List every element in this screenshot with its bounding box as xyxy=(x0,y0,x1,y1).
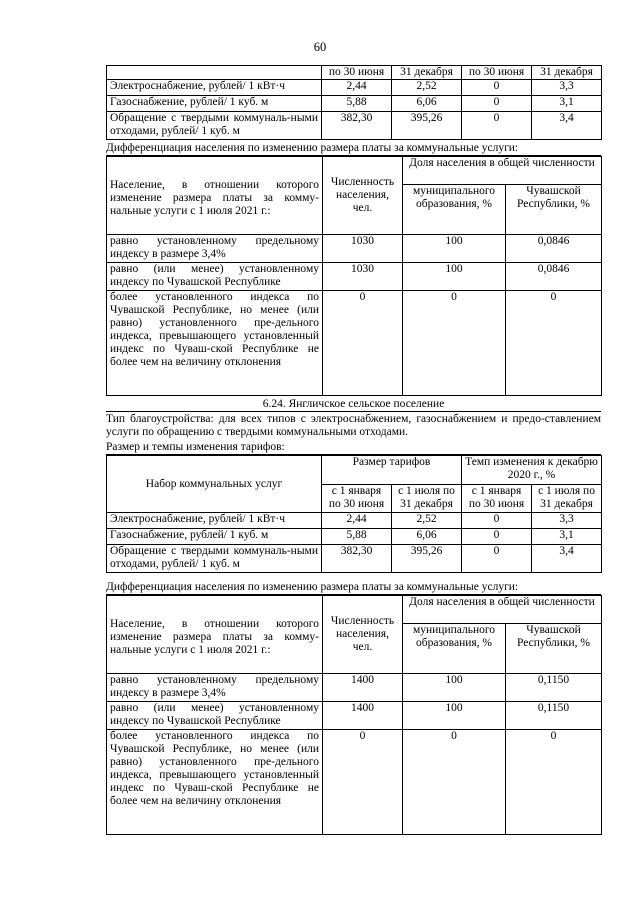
diff-row-name: более установленного индекса по Чувашской Республике, но менее (или равно) установленного пре-дельного индекса, превышающего установленный индекс по Чуваш-ской Республике не более чем на величину отклонения xyxy=(107,730,323,835)
cell: 3,4 xyxy=(532,112,602,140)
cell: 100 xyxy=(403,263,506,291)
diff-row-name: равно установленному предельному индексу в размере 3,4% xyxy=(107,235,323,263)
cell: 100 xyxy=(403,674,506,702)
cell: 1400 xyxy=(323,702,403,730)
cell: 0 xyxy=(462,80,532,96)
diff-head-share: Доля населения в общей численности xyxy=(403,157,602,185)
cell: 0 xyxy=(462,545,532,573)
section-size-text: Размер и темпы изменения тарифов: xyxy=(106,441,601,455)
cell: 382,30 xyxy=(322,112,392,140)
cell: 0 xyxy=(462,513,532,529)
diff-head-col3: муниципального образования, % xyxy=(403,624,506,674)
section-title: 6.24. Янгличское сельское поселение xyxy=(106,398,601,412)
cell: 6,06 xyxy=(392,96,462,112)
cell: 0 xyxy=(462,96,532,112)
cell: 0 xyxy=(506,730,602,835)
cell: 3,1 xyxy=(532,529,602,545)
diff-head-col2: Численность населения, чел. xyxy=(323,157,403,235)
cell: 0 xyxy=(462,112,532,140)
cell: 0 xyxy=(323,291,403,396)
cell: 100 xyxy=(403,702,506,730)
rate-header: Темп изменения к декабрю 2020 г., % xyxy=(462,456,602,485)
cell: 0 xyxy=(323,730,403,835)
service-name: Электроснабжение, рублей/ 1 кВт·ч xyxy=(107,80,322,96)
diff-row-name: равно установленному предельному индексу в размере 3,4% xyxy=(107,674,323,702)
diff-row-name: равно (или менее) установленному индексу по Чувашской Республике xyxy=(107,702,323,730)
diff-head-col2: Численность населения, чел. xyxy=(323,596,403,674)
diff-table-1 xyxy=(106,156,602,396)
diff-table-2 xyxy=(106,595,602,835)
cell: 2,44 xyxy=(322,80,392,96)
cell: 0 xyxy=(462,529,532,545)
cell: 395,26 xyxy=(392,545,462,573)
service-name: Газоснабжение, рублей/ 1 куб. м xyxy=(107,96,322,112)
cell: 382,30 xyxy=(322,545,392,573)
sub-col-header: с 1 января по 30 июня xyxy=(462,485,532,513)
cell: 1030 xyxy=(323,235,403,263)
diff-title-2: Дифференциация населения по изменению размера платы за коммунальные услуги: xyxy=(106,581,601,595)
diff-head-col4: Чувашской Республики, % xyxy=(506,185,602,235)
diff-head-col1: Население, в отношении которого изменение размера платы за комму-нальные услуги с 1 июля 2021 г.: xyxy=(107,157,323,235)
cell: 0 xyxy=(403,291,506,396)
tariff-table-2 xyxy=(106,455,602,573)
cell: 0,1150 xyxy=(506,702,602,730)
col-header: 31 декабря xyxy=(392,66,462,80)
diff-title: Дифференциация населения по изменению размера платы за коммунальные услуги: xyxy=(106,142,601,156)
section-type-text: Тип благоустройства: для всех типов с электроснабжением, газоснабжением и предо-ставлением услуги по обращению с твердыми коммунальными отходами. xyxy=(106,413,601,438)
cell: 0 xyxy=(403,730,506,835)
diff-row-name: более установленного индекса по Чувашской Республике, но менее (или равно) установленного пре-дельного индекса, превышающего установленный индекс по Чуваш-ской Республике не более чем на величину отклонения xyxy=(107,291,323,396)
diff-head-col4: Чувашской Республики, % xyxy=(506,624,602,674)
cell: 6,06 xyxy=(392,529,462,545)
cell: 3,4 xyxy=(532,545,602,573)
cell: 0,0846 xyxy=(506,235,602,263)
sub-col-header: с 1 июля по 31 декабря xyxy=(392,485,462,513)
cell: 100 xyxy=(403,235,506,263)
diff-head-col3: муниципального образования, % xyxy=(403,185,506,235)
cell: 395,26 xyxy=(392,112,462,140)
diff-head-share: Доля населения в общей численности xyxy=(403,596,602,624)
diff-head-col1: Население, в отношении которого изменение размера платы за комму-нальные услуги с 1 июля 2021 г.: xyxy=(107,596,323,674)
cell: 0,0846 xyxy=(506,263,602,291)
cell: 1400 xyxy=(323,674,403,702)
col-header: по 30 июня xyxy=(462,66,532,80)
service-name: Обращение с твердыми коммуналь-ными отходами, рублей/ 1 куб. м xyxy=(107,545,322,573)
cell: 3,1 xyxy=(532,96,602,112)
col-header: 31 декабря xyxy=(532,66,602,80)
cell: 0 xyxy=(506,291,602,396)
cell: 2,44 xyxy=(322,513,392,529)
cell: 2,52 xyxy=(392,513,462,529)
sub-col-header: с 1 января по 30 июня xyxy=(322,485,392,513)
service-name: Обращение с твердыми коммуналь-ными отходами, рублей/ 1 куб. м xyxy=(107,112,322,140)
diff-row-name: равно (или менее) установленному индексу по Чувашской Республике xyxy=(107,263,323,291)
page-number: 60 xyxy=(313,40,327,54)
col-header: по 30 июня xyxy=(322,66,392,80)
tariff-table-continued xyxy=(106,65,602,140)
cell: 5,88 xyxy=(322,96,392,112)
cell: 0,1150 xyxy=(506,674,602,702)
cell: 3,3 xyxy=(532,80,602,96)
services-header: Набор коммунальных услуг xyxy=(107,456,322,513)
cell: 2,52 xyxy=(392,80,462,96)
cell: 1030 xyxy=(323,263,403,291)
service-name: Электроснабжение, рублей/ 1 кВт·ч xyxy=(107,513,322,529)
size-header: Размер тарифов xyxy=(322,456,462,485)
cell: 3,3 xyxy=(532,513,602,529)
sub-col-header: с 1 июля по 31 декабря xyxy=(532,485,602,513)
service-name: Газоснабжение, рублей/ 1 куб. м xyxy=(107,529,322,545)
cell: 5,88 xyxy=(322,529,392,545)
